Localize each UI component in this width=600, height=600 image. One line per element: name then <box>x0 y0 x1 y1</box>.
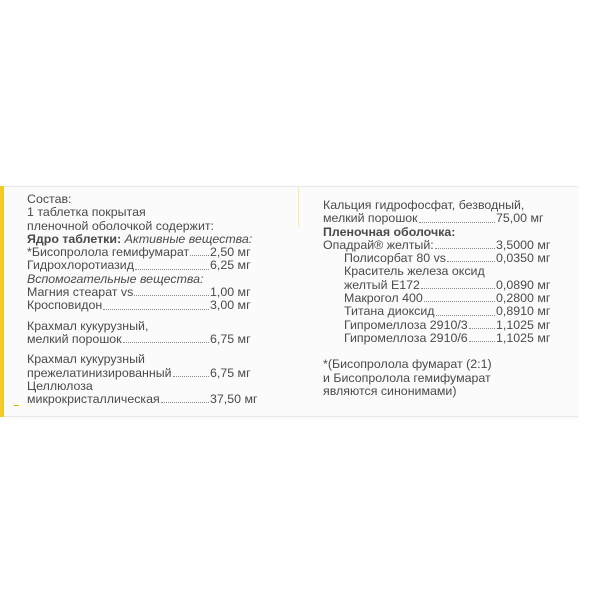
ingredient-value: 0,0350 мг <box>496 251 551 266</box>
ingredient-name-line: Целлюлоза <box>27 378 93 393</box>
ingredient-name: Титана диоксид <box>344 304 435 319</box>
ingredient-name: желтый Е172 <box>344 277 420 292</box>
excipients-heading: Вспомогательные вещества: <box>27 271 204 286</box>
ingredient-name-line: Кальция гидрофосфат, безводный, <box>323 198 525 212</box>
ingredient-name-line: Крахмал кукурузный <box>27 352 145 367</box>
ingredient-value: 3,5000 мг <box>496 237 551 252</box>
ingredient-name: Гидрохлоротиазид <box>27 258 134 273</box>
ingredient-value: 0,0890 мг <box>496 277 551 292</box>
ingredient-name: Макрогол 400 <box>344 291 423 306</box>
ingredient-name: Гипромеллоза 2910/3 <box>344 317 468 332</box>
ingredient-name-line: Крахмал кукурузный, <box>27 318 149 333</box>
yellow-edge-mark <box>14 405 19 406</box>
core-heading <box>27 233 267 246</box>
ingredient-row <box>323 212 553 225</box>
ingredient-row <box>344 319 553 332</box>
ingredient-row <box>344 332 553 345</box>
footnote-line: *(Бисопролола фумарат (2:1) <box>323 357 492 372</box>
ingredient-name: микрокристаллическая <box>27 392 160 407</box>
ingredient-value: 6,25 мг <box>210 258 251 273</box>
ingredient-name: Кросповидон <box>27 298 103 313</box>
ingredient-value: 2,50 мг <box>210 245 251 260</box>
ingredient-value: 6,75 мг <box>210 365 251 380</box>
ingredient-name: мелкий порошок <box>323 211 418 226</box>
ingredient-row <box>344 305 553 318</box>
footnote-line: являются синонимами) <box>323 383 457 398</box>
ingredient-name: Гипромеллоза 2910/6 <box>344 330 468 345</box>
ingredient-value: 6,75 мг <box>210 331 251 346</box>
intro-line-2: пленочной оболочкой содержит: <box>27 218 215 233</box>
footnote-line: и Бисопролола гемифумарат <box>323 370 491 385</box>
composition-right-column <box>323 199 553 398</box>
ingredient-row <box>27 299 267 312</box>
ingredient-name: Полисорбат 80 vs <box>344 251 446 266</box>
ingredient-row <box>344 279 553 292</box>
ingredient-name: прежелатинизированный <box>27 365 172 380</box>
composition-left-column <box>27 193 267 406</box>
ingredient-row <box>27 259 267 272</box>
ingredient-row <box>27 246 267 259</box>
ingredient-name: *Бисопролола гемифумарат <box>27 245 190 260</box>
fold-line <box>298 187 299 227</box>
ingredient-value: 1,1025 мг <box>496 317 551 332</box>
ingredient-row <box>27 393 267 406</box>
ingredient-value: 37,50 мг <box>210 392 258 407</box>
coating-heading: Пленочная оболочка: <box>323 224 456 239</box>
ingredient-value: 1,1025 мг <box>496 330 551 345</box>
ingredient-row <box>323 239 553 252</box>
composition-title: Состав: <box>27 192 72 206</box>
ingredient-name: Магния стеарат vs <box>27 285 134 300</box>
core-label: Ядро таблетки: <box>27 231 122 246</box>
ingredient-row <box>344 252 553 265</box>
ingredient-row <box>344 292 553 305</box>
active-label: Активные вещества: <box>124 231 253 246</box>
ingredient-value: 1,00 мг <box>210 285 251 300</box>
ingredient-row <box>27 333 267 346</box>
ingredient-row <box>27 367 267 380</box>
ingredient-value: 0,2800 мг <box>496 291 551 306</box>
intro-line-1: 1 таблетка покрытая <box>27 205 146 220</box>
ingredient-row <box>27 286 267 299</box>
ingredient-name: Опадрай® желтый: <box>323 237 434 252</box>
ingredient-name: мелкий порошок <box>27 331 122 346</box>
opadry-components <box>323 252 553 345</box>
ingredient-value: 75,00 мг <box>496 211 544 226</box>
ingredient-value: 3,00 мг <box>210 298 251 313</box>
ingredient-name-line: Краситель железа оксид <box>344 264 485 279</box>
ingredient-value: 0,8910 мг <box>496 304 551 319</box>
